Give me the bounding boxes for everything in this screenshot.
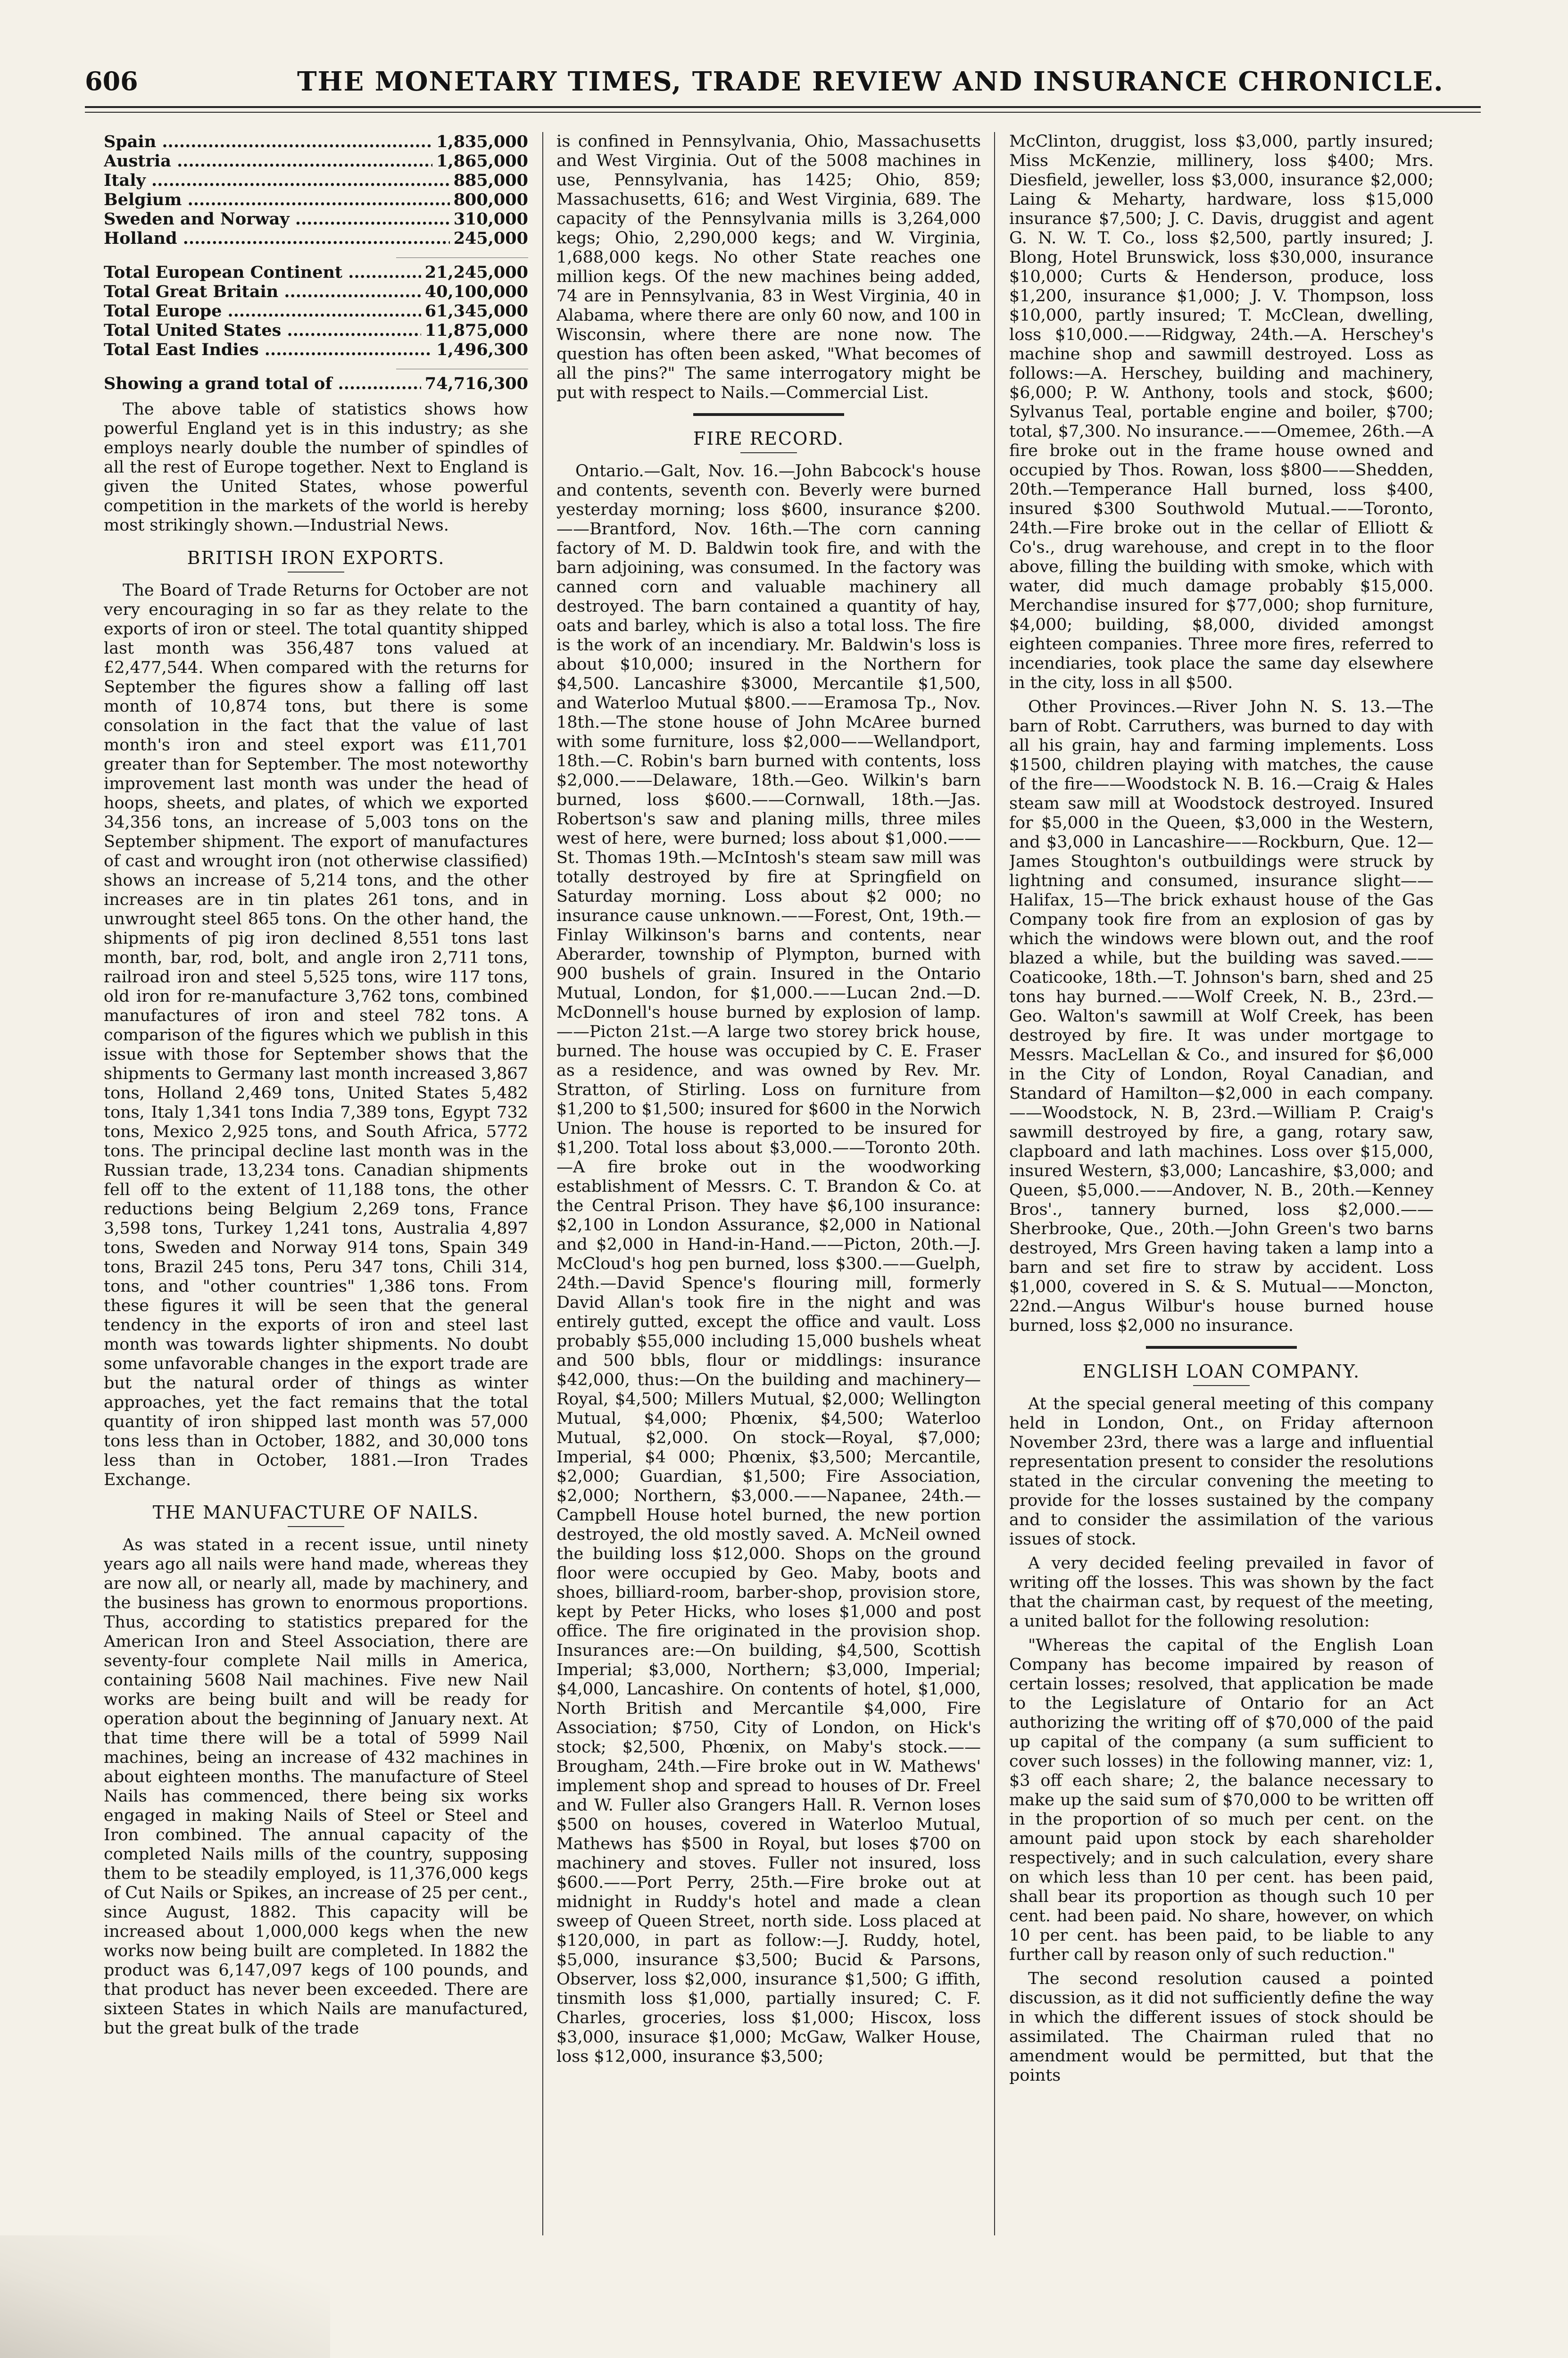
sum-rule [396,359,528,369]
totals-row: Total East Indies ..... 1,496,300 [104,340,528,359]
article-paragraph: The Board of Trade Returns for October are not very encouraging in so far as they relate to the exports of iron or steel. The total quantity shipped last month was 356,487 tons valued at £2,477,544. When compared with the returns for September the figures show a falling off last month of 10,874 tons, but there is some consolation in the fact that the value of last month's iron and steel export was £11,701 greater than for September. The most noteworthy improvement last month was under the head of hoops, sheets, and plates, of which we exported 34,356 tons, an increase of 5,003 tons on the September shipment. The export of manufactures of cast and wrought iron (not otherwise classified) shows an increase of 5,214 tons, and the other increases are in tin plates 261 tons, and in unwrought steel 865 tons. On the other hand, the shipments of pig iron declined 8,551 tons last month, bar, rod, bolt, and angle iron 2,711 tons, railroad iron and steel 5,525 tons, wire 117 tons, old iron for re-manufacture 3,762 tons, combined manufactures of iron and steel 782 tons. A comparison of the figures which we publish in this issue with those for September shows that the shipments to Germany last month increased 3,867 tons, Holland 2,469 tons, United States 5,482 tons, Italy 1,341 tons India 7,389 tons, Egypt 732 tons, Mexico 2,925 tons, and South Africa, 5772 tons. The principal decline last month was in the Russian trade, 13,234 tons. Canadian shipments fell off to the extent of 11,188 tons, the other reductions being Belgium 2,269 tons, France 3,598 tons, Turkey 1,241 tons, Australia 4,897 tons, Sweden and Norway 914 tons, Spain 349 tons, Brazil 245 tons, Peru 347 tons, Chili 314, tons, and "other countries" 1,386 tons. From these figures it will be seen that the general tendency in the exports of iron and steel last month was towards lighter shipments. No doubt some unfavorable changes in the export trade are but the natural order of things as winter approaches, yet the fact remains that the total quantity of iron shipped last month was 57,000 tons less than in October, 1882, and 30,000 tons less than in October, 1881.—Iron Trades Exchange. [104,581,528,1489]
sum-rule [396,248,528,258]
stats-table [104,132,528,393]
section-rule [693,413,844,416]
section-heading: ENGLISH LOAN COMPANY. [1082,1361,1361,1382]
totals-row: Total Europe ..... 61,345,000 [104,301,528,321]
totals-row: Total Great Britain ..... 40,100,000 [104,282,528,301]
article-paragraph: McClinton, druggist, loss $3,000, partly insured; Miss McKenzie, millinery, loss $400; Mrs. Diesfield, jeweller, loss $3,000, insurance $2,000; Laing & Meharty, hardware, loss $15,000 insurance $7,500; J. C. Davis, druggist and agent G. N. W. T. Co., loss $2,500, partly insured; J. Blong, Hotel Brunswick, loss $30,000, insurance $10,000; Curts & Henderson, produce, loss $1,200, insurance $1,000; J. V. Thompson, loss $10,000, partly insured; T. McClean, dwelling, loss $10,000.——Ridgway, 24th.—A. Herschey's machine shop and sawmill destroyed. Loss as follows:—A. Herschey, building and machinery, $6,000; P. W. Anthony, tools and stock, $600; Sylvanus Teal, portable engine and boiler, $700; total, $7,300. No insurance.——Omemee, 26th.—A fire broke out in the frame house owned and occupied by Thos. Rowan, loss $800——Shedden, 20th.—Temperance Hall burned, loss $400, insured $300 Southwold Mutual.——Toronto, 24th.—Fire broke out in the cellar of Elliott & Co's., drug warehouse, and crept in to the floor above, filling the building with smoke, which with water, did much damage probably $15,000. Merchandise insured for $77,000; shop furniture, $4,000; building, $8,000, divided amongst eighteen companies. Three more fires, referred to incendiaries, took place the same day elsewhere in the city, loss in all $500. [1009,132,1434,692]
column-1 [104,132,528,2254]
article-paragraph: is confined in Pennsylvania, Ohio, Massachusetts and West Virginia. Out of the 5008 machines in use, Pennsylvania, has 1425; Ohio, 859; Massachusetts, 616; and West Virginia, 689. The capacity of the Pennsylvania mills is 3,264,000 kegs; Ohio, 2,290,000 kegs; and W. Virginia, 1,688,000 kegs. No other State reaches one million kegs. Of the new machines being added, 74 are in Pennsylvania, 83 in West Virginia, 40 in Alabama, where there are only 60 now, and 100 in Wisconsin, where there are none now. The question has often been asked, "What becomes of all the pins?" The same interrogatory might be put with respect to Nails.—Commercial List. [556,132,981,402]
article-paragraph: As was stated in a recent issue, until ninety years ago all nails were hand made, whereas they are now all, or nearly all, made by machinery, and the business has grown to enormous proportions. Thus, according to statistics prepared for the American Iron and Steel Association, there are seventy-four complete Nail mills in America, containing 5608 Nail machines. Five new Nail works are being built and will be ready for operation about the beginning of January next. At that time there will be a total of 5999 Nail machines, being an increase of 432 machines in about eighteen months. The manufacture of Steel Nails has commenced, there being six works engaged in making Nails of Steel or Steel and Iron combined. The annual capacity of the completed Nails mills of the country, supposing them to be steadily employed, is 11,376,000 kegs of Cut Nails or Spikes, an increase of 25 per cent., since August, 1882. This capacity will be increased about 1,000,000 kegs when the new works now being built are completed. In 1882 the product was 6,147,097 kegs of 100 pounds, and that product has never been exceeded. There are sixteen States in which Nails are manufactured, but the great bulk of the trade [104,1536,528,2038]
journal-title: THE MONETARY TIMES, TRADE REVIEW AND INSURANCE CHRONICLE. [297,66,1444,97]
column-3 [1009,132,1434,2254]
heading-rule [288,572,344,573]
scan-smudge [0,2235,330,2358]
heading-rule [740,452,797,453]
article-paragraph: Ontario.—Galt, Nov. 16.—John Babcock's house and contents, seventh con. Beverly were burned yesterday morning; loss $600, insurance $200.——Brantford, Nov. 16th.—The corn canning factory of M. D. Baldwin took fire, and with the barn adjoining, was consumed. In the factory was canned corn and valuable machinery all destroyed. The barn contained a quantity of hay, oats and barley, which is also a total loss. The fire is the work of an incendiary. Mr. Baldwin's loss is about $10,000; insured in the Northern for $4,500. Lancashire $3000, Mercantile $1,500, and Waterloo Mutual $800.——Eramosa Tp., Nov. 18th.—The stone house of John McAree burned with some furniture, loss $2,000——Wellandport, 18th.—C. Robin's barn burned with contents, loss $2,000.——Delaware, 18th.—Geo. Wilkin's barn burned, loss $600.——Cornwall, 18th.—Jas. Robertson's saw and planing mills, three miles west of here, were burned; loss about $1,000.——St. Thomas 19th.—McIntosh's steam saw mill was totally destroyed by fire at Springfield on Saturday morning. Loss about $2 000; no insurance cause unknown.——Forest, Ont, 19th.—Finlay Wilkinson's barns and contents, near Aberarder, township of Plympton, burned with 900 bushels of grain. Insured in the Ontario Mutual, London, for $1,000.——Lucan 2nd.—D. McDonnell's house burned by explosion of lamp.——Picton 21st.—A large two storey brick house, burned. The house was occupied by C. E. Fraser as a residence, and was owned by Rev. Mr. Stratton, of Stirling. Loss on furniture from $1,200 to $1,500; insured for $600 in the Norwich Union. The house is reported to be insured for $1,200. Total loss about $3,000.——Toronto 20th.—A fire broke out in the woodworking establishment of Messrs. C. T. Brandon & Co. at the Central Prison. They have $6,100 insurance: $2,100 in London Assurance, $2,000 in National and $2,000 in Hand-in-Hand.——Picton, 20th.—J. McCloud's hog pen burned, loss $300.——Guelph, 24th.—David Spence's flouring mill, formerly David Allan's took fire in the night and was entirely gutted, except the office and vault. Loss probably $55,000 including 15,000 bushels wheat and 500 bbls, flour or middlings: insurance $42,000, thus:—On the building and machinery—Royal, $4,500; Millers Mutual, $2,000; Wellington Mutual, $4,000; Phœnix, $4,500; Waterloo Mutual, $2,000. On stock—Royal, $7,000; Imperial, $4 000; Phœnix, $3,500; Mercantile, $2,000; Guardian, $1,500; Fire Association, $2,000; Northern, $3,000.——Napanee, 24th.—Campbell House hotel burned, the new portion destroyed, the old mostly saved. A. McNeil owned the building loss $12,000. Shops on the ground floor were occupied by Geo. Maby, boots and shoes, billiard-room, barber-shop, provision store, kept by Peter Hicks, who loses $1,000 and post office. The fire originated in the provision shop. Insurances are:—On building, $4,500, Scottish Imperial; $3,000, Northern; $3,000, Imperial; $4,000, Lancashire. On contents of hotel, $1,000, North British and Mercantile $4,000, Fire Association; $750, City of London, on Hick's stock; $2,500, Phœnix, on Maby's stock.——Brougham, 24th.—Fire broke out in W. Mathews' implement shop and spread to houses of Dr. Freel and W. Fuller also Grangers Hall. R. Vernon loses $500 on houses, covered in Waterloo Mutual, Mathews has $500 in Royal, but loses $700 on machinery and stoves. Fuller not insured, loss $600.——Port Perry, 25th.—Fire broke out at midnight in Ruddy's hotel and made a clean sweep of Queen Street, north side. Loss placed at $120,000, in part as follow:—J. Ruddy, hotel, $5,000, insurance $3,500; Bucid & Parsons, Observer, loss $2,000, insurance $1,500; G iffith, tinsmith loss $1,000, partially insured; C. F. Charles, groceries, loss $1,000; Hiscox, loss $3,000, insurace $1,000; McGaw, Walker House, loss $12,000, insurance $3,500; [556,462,981,2066]
totals-row: Total United States ..... 11,875,000 [104,321,528,340]
stats-row: Belgium ..... 800,000 [104,190,528,209]
totals-row: Total European Continent ..... 21,245,000 [104,263,528,282]
article-paragraph: Other Provinces.—River John N. S. 13.—The barn of Robt. Carruthers, was burned to day with all his grain, hay and farming implements. Loss $1500, children playing with matches, the cause of the fire——Woodstock N. B. 16.—Craig & Hales steam saw mill at Woodstock destroyed. Insured for $5,000 in the Queen, $3,000 in the Western, and $3,000 in Lancashire——Rockburn, Que. 12—James Stoughton's outbuildings were struck by lightning and consumed, insurance slight——Halifax, 15—The brick exhaust house of the Gas Company took fire from an explosion of gas by which the windows were blown out, and the roof blazed a while, but the building was saved.——Coaticooke, 18th.—T. Johnson's barn, shed and 25 tons hay burned.——Wolf Creek, N. B., 23rd.—Geo. Walton's sawmill at Wolf Creek, has been destroyed by fire. It was under mortgage to Messrs. MacLellan & Co., and insured for $6,000 in the City of London, Royal Canadian, and Standard of Hamilton—$2,000 in each company.——Woodstock, N. B, 23rd.—William P. Craig's sawmill destroyed by fire, a gang, rotary saw, clapboard and lath machines. Loss over $15,000, insured Western, $3,000; Lancashire, $3,000; and Queen, $5,000.——Andover, N. B., 20th.—Kenney Bros'., tannery burned, loss $2,000.——Sherbrooke, Que., 20th.—John Green's two barns destroyed, Mrs Green having taken a lamp into a barn and set fire to straw by accident. Loss $1,000, covered in S. & S. Mutual——Moncton, 22nd.—Angus Wilbur's house burned house burned, loss $2,000 no insurance. [1009,697,1434,1335]
heading-rule [288,1526,344,1527]
article-paragraph: At the special general meeting of this company held in London, Ont., on Friday afternoon November 23rd, there was a large and influential representation present to consider the resolutions stated in the circular convening the meeting to provide for the losses sustained by the company and to consider the assimilation of the various issues of stock. [1009,1395,1434,1549]
section-heading: FIRE RECORD. [693,428,845,449]
stats-paragraph: The above table of statistics shows how powerful England yet is in this industry; as she employs nearly double the number of spindles of all the rest of Europe together. Next to England is given the United States, whose powerful competition in the markets of the world is hereby most strikingly shown.—Industrial News. [104,400,528,535]
stats-row: Holland ..... 245,000 [104,229,528,248]
column-divider [542,132,543,2235]
heading-rule [1193,1385,1250,1386]
header-rule [85,106,1481,113]
stats-row: Spain ..... 1,835,000 [104,132,528,151]
section-rule [1146,1346,1297,1349]
stats-row: Sweden and Norway ..... 310,000 [104,209,528,229]
article-paragraph: "Whereas the capital of the English Loan Company has become impaired by reason of certain losses; resolved, that application be made to the Legislature of Ontario for an Act authorizing the writing off of $70,000 of the paid up capital of the company (a sum sufficient to cover such losses) in the following manner, viz: 1, $3 off each share; 2, the balance necessary to make up the said sum of $70,000 to be written off in the proportion of so much per cent. on the amount paid upon stock by each shareholder respectively; and in such calculation, every share on which less than 10 per cent. has been paid, shall bear its proportion as though such 10 per cent. had been paid. No share, however, on which 10 per cent. has been paid, to be liable to any further call by reason only of such reduction." [1009,1636,1434,1964]
section-heading: BRITISH IRON EXPORTS. [187,548,445,568]
article-paragraph: The second resolution caused a pointed discussion, as it did not sufficiently define the way in which the different issues of stock should be assimilated. The Chairman ruled that no amendment would be permitted, but that the points [1009,1969,1434,2085]
section-heading: THE MANUFACTURE OF NAILS. [152,1502,480,1523]
grand-total-row: Showing a grand total of ..... 74,716,300 [104,374,528,393]
masthead [85,61,1481,104]
column-2 [556,132,981,2254]
stats-row: Austria ..... 1,865,000 [104,151,528,171]
stats-row: Italy ..... 885,000 [104,171,528,190]
column-divider [994,132,995,2235]
article-paragraph: A very decided feeling prevailed in favor of writing off the losses. This was shown by the fact that the chairman cast, by request of the meeting, a united ballot for the following resolution: [1009,1554,1434,1631]
page-number: 606 [85,66,138,96]
